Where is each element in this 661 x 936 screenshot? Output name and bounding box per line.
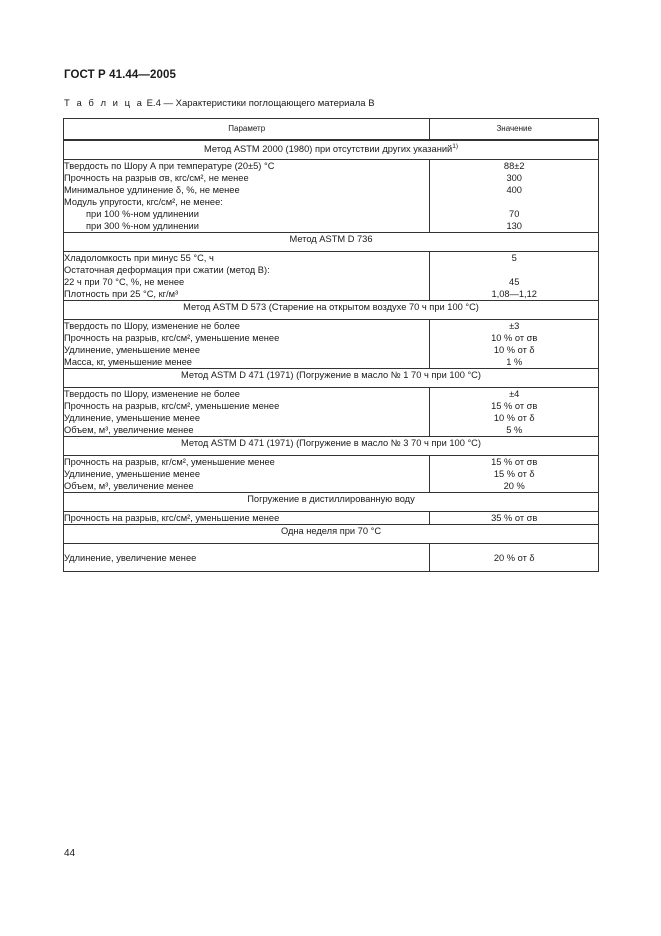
parameter-line: Удлинение, уменьшение менее xyxy=(64,469,201,479)
value-line: 300 xyxy=(506,173,522,183)
section-title: Одна неделя при 70 °С xyxy=(64,525,599,544)
section-title xyxy=(64,140,599,160)
section-title: Метод ASTM D 736 xyxy=(64,233,599,252)
table-caption xyxy=(64,98,375,109)
value-cell xyxy=(430,320,599,369)
value-cell xyxy=(430,252,599,301)
value-line: 15 % от σв xyxy=(491,457,538,467)
section-title-row xyxy=(64,301,599,320)
column-header-value: Значение xyxy=(430,119,599,141)
parameter-line: Прочность на разрыв, кгс/см², уменьшение менее xyxy=(64,513,280,523)
section-body-row xyxy=(64,320,599,369)
section-title-row xyxy=(64,233,599,252)
footnote-mark: 1) xyxy=(452,143,458,150)
table-caption-title: Е.4 — Характеристики поглощающего материала В xyxy=(143,98,375,109)
value-line: 5 xyxy=(511,253,517,263)
parameter-line: Удлинение, уменьшение менее xyxy=(64,345,201,355)
parameter-line: Остаточная деформация при сжатии (метод В): xyxy=(64,265,270,275)
section-body-row xyxy=(64,252,599,301)
value-line: 45 xyxy=(509,277,520,287)
page-number: 44 xyxy=(64,848,76,859)
table-header-row xyxy=(64,119,599,141)
parameter-line: Прочность на разрыв σв, кгс/см², не менее xyxy=(64,173,249,183)
value-line: 5 % xyxy=(506,425,523,435)
section-title-row xyxy=(64,525,599,544)
section-title: Погружение в дистиллированную воду xyxy=(64,493,599,512)
value-line: 70 xyxy=(509,209,520,219)
characteristics-table xyxy=(63,118,599,572)
parameter-line: Минимальное удлинение δ, %, не менее xyxy=(64,185,240,195)
section-title-text: Метод ASTM 2000 (1980) при отсутствии других указаний xyxy=(203,144,453,155)
value-line: 15 % от σв xyxy=(491,401,538,411)
parameter-line: Объем, м³, увеличение менее xyxy=(64,481,194,491)
value-line: 10 % от δ xyxy=(493,413,535,423)
parameter-line: Удлинение, уменьшение менее xyxy=(64,413,201,423)
value-line: 10 % от σв xyxy=(491,333,538,343)
value-line: 20 % xyxy=(503,481,525,491)
parameter-cell xyxy=(64,388,430,437)
value-cell xyxy=(430,456,599,493)
parameter-line: Объем, м³, увеличение менее xyxy=(64,425,194,435)
value-cell xyxy=(430,388,599,437)
value-cell xyxy=(430,512,599,525)
parameter-line: при 100 %-ном удлинении xyxy=(86,209,199,219)
value-cell xyxy=(430,544,599,572)
section-title-row xyxy=(64,140,599,160)
column-header-parameter: Параметр xyxy=(64,119,430,141)
value-line: 10 % от δ xyxy=(493,345,535,355)
section-title-row xyxy=(64,369,599,388)
value-line: 1 % xyxy=(506,357,523,367)
section-body-row xyxy=(64,160,599,233)
parameter-line: Твердость по Шору, изменение не более xyxy=(64,389,240,399)
section-body-row xyxy=(64,456,599,493)
parameter-cell xyxy=(64,544,430,572)
parameter-cell xyxy=(64,320,430,369)
parameter-cell xyxy=(64,252,430,301)
section-title: Метод ASTM D 573 (Старение на открытом воздухе 70 ч при 100 °С) xyxy=(64,301,599,320)
section-title-row xyxy=(64,437,599,456)
section-body-row xyxy=(64,544,599,572)
value-line: 400 xyxy=(506,185,522,195)
section-body-row xyxy=(64,512,599,525)
parameter-line: Твердость по Шору, изменение не более xyxy=(64,321,240,331)
parameter-line: Удлинение, увеличение менее xyxy=(64,553,197,563)
parameter-line: Твердость по Шору А при температуре (20±5) °С xyxy=(64,161,275,171)
parameter-line: Плотность при 25 °С, кг/м³ xyxy=(64,289,179,299)
parameter-line: Прочность на разрыв, кгс/см², уменьшение менее xyxy=(64,401,280,411)
value-line: 15 % от δ xyxy=(493,469,535,479)
section-title: Метод ASTM D 471 (1971) (Погружение в масло № 1 70 ч при 100 °С) xyxy=(64,369,599,388)
value-line: 88±2 xyxy=(503,161,525,171)
parameter-cell xyxy=(64,512,430,525)
section-body-row xyxy=(64,388,599,437)
parameter-cell xyxy=(64,160,430,233)
section-title-row xyxy=(64,493,599,512)
document-header: ГОСТ Р 41.44—2005 xyxy=(64,69,176,81)
parameter-line: 22 ч при 70 °С, %, не менее xyxy=(64,277,185,287)
value-line: ±3 xyxy=(509,321,520,331)
parameter-line: Хладоломкость при минус 55 °С, ч xyxy=(64,253,214,263)
value-line xyxy=(430,196,598,208)
value-line xyxy=(430,264,598,276)
parameter-line: Масса, кг, уменьшение менее xyxy=(64,357,192,367)
parameter-line: при 300 %-ном удлинении xyxy=(86,221,199,231)
value-line: ±4 xyxy=(509,389,520,399)
table-caption-prefix: Т а б л и ц а xyxy=(64,98,144,109)
value-line: 1,08—1,12 xyxy=(491,289,537,299)
value-line: 130 xyxy=(506,221,522,231)
parameter-cell xyxy=(64,456,430,493)
parameter-line: Модуль упругости, кгс/см², не менее: xyxy=(64,197,223,207)
parameter-line: Прочность на разрыв, кгс/см², уменьшение менее xyxy=(64,333,280,343)
parameter-line: Прочность на разрыв, кг/см², уменьшение менее xyxy=(64,457,275,467)
value-line: 35 % от σв xyxy=(491,513,538,523)
value-line: 20 % от δ xyxy=(493,553,535,563)
value-cell xyxy=(430,160,599,233)
section-title: Метод ASTM D 471 (1971) (Погружение в масло № 3 70 ч при 100 °С) xyxy=(64,437,599,456)
